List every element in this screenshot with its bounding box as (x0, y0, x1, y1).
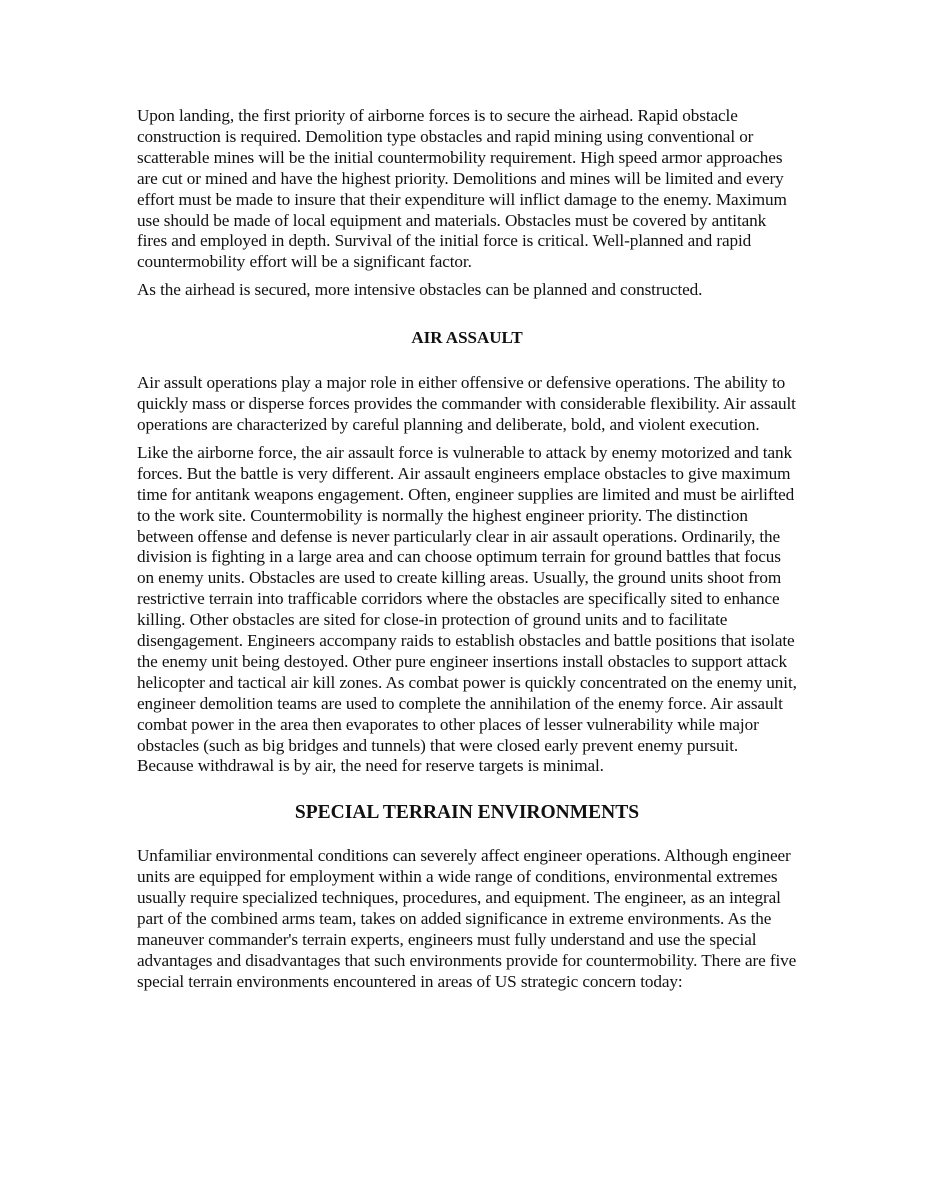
airborne-paragraph-1: Upon landing, the first priority of airborne forces is to secure the airhead. Rapid obstacle construction is required. Demolition type obstacles and rapid mining using conventional or scatterable mines will be the initial countermobility requirement. High speed armor approaches are cut or mined and have the highest priority. Demolitions and mines will be limited and every effort must be made to insure that their expenditure will inflict damage to the enemy. Maximum use should be made of local equipment and materials. Obstacles must be covered by antitank fires and employed in depth. Survival of the initial force is critical. Well-planned and rapid countermobility effort will be a significant factor. (137, 106, 787, 272)
special-terrain-heading: SPECIAL TERRAIN ENVIRONMENTS (294, 802, 640, 824)
document-page (137, 106, 797, 993)
air-assault-paragraph-1: Air assult operations play a major role in either offensive or defensive operations. The ability to quickly mass or disperse forces provides the commander with considerable flexibility. Air assault operations are characterized by careful planning and deliberate, bold, and violent execution. (137, 373, 796, 434)
special-terrain-paragraph-1: Unfamiliar environmental conditions can severely affect engineer operations. Although engineer units are equipped for employment within a wide range of conditions, environmental extremes usually require specialized techniques, procedures, and equipment. The engineer, as an integral part of the combined arms team, takes on added significance in extreme environments. As the maneuver commander's terrain experts, engineers must fully understand and use the special advantages and disadvantages that such environments provide for countermobility. There are five special terrain environments encountered in areas of US strategic concern today: (137, 846, 797, 991)
air-assault-heading: AIR ASSAULT (411, 328, 523, 348)
airborne-paragraph-2: As the airhead is secured, more intensive obstacles can be planned and constructed. (137, 280, 703, 300)
air-assault-paragraph-2: Like the airborne force, the air assault force is vulnerable to attack by enemy motorized and tank forces. But the battle is very different. Air assault engineers emplace obstacles to give maximum time for antitank weapons engagement. Often, engineer supplies are limited and must be airlifted to the work site. Countermobility is normally the highest engineer priority. The distinction between offense and defense is never particularly clear in air assault operations. Ordinarily, the division is fighting in a large area and can choose optimum terrain for ground battles that focus on enemy units. Obstacles are used to create killing areas. Usually, the ground units shoot from restrictive terrain into trafficable corridors where the obstacles are specifically sited to enhance killing. Other obstacles are sited for close-in protection of ground units and to facilitate disengagement. Engineers accompany raids to establish obstacles and battle positions that isolate the enemy unit being destoyed. Other pure engineer insertions install obstacles to support attack helicopter and tactical air kill zones. As combat power is quickly concentrated on the enemy unit, engineer demolition teams are used to complete the annihilation of the enemy force. Air assault combat power in the area then evaporates to other places of lesser vulnerability while major obstacles (such as big bridges and tunnels) that were closed early prevent enemy pursuit. Because withdrawal is by air, the need for reserve targets is minimal. (137, 442, 797, 776)
